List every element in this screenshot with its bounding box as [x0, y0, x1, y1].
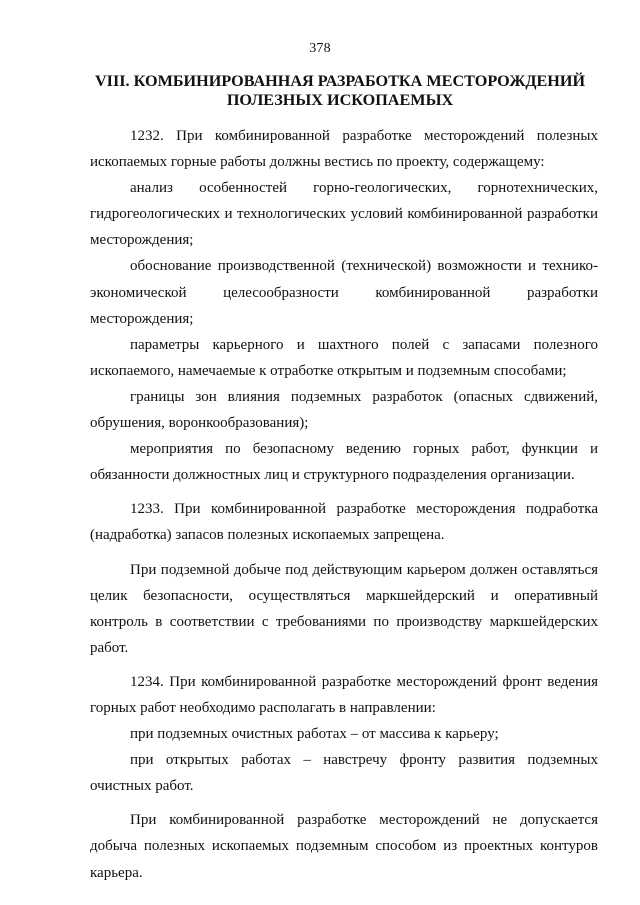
section-heading-line-1: VIII. КОМБИНИРОВАННАЯ РАЗРАБОТКА МЕСТОРОЖДЕНИЙ	[94, 72, 586, 90]
page-number: 378	[309, 41, 331, 56]
paragraph-measures: мероприятия по безопасному ведению горных работ, функции и обязанности должностных лиц и структурного подразделения организации.	[90, 441, 598, 484]
section-heading	[60, 72, 620, 110]
section-heading-line-2: ПОЛЕЗНЫХ ИСКОПАЕМЫХ	[226, 91, 454, 109]
paragraph-justification: обоснование производственной (технической) возможности и технико-экономической целесообразности комбинированной разработки месторождения;	[90, 258, 598, 327]
paragraph-1233: 1233. При комбинированной разработке месторождения подработка (надработка) запасов полезных ископаемых запрещена.	[90, 501, 598, 544]
paragraph-prohibition: При комбинированной разработке месторождений не допускается добыча полезных ископаемых подземным способом из проектных контуров карьера.	[90, 812, 598, 881]
body-text	[90, 123, 598, 886]
paragraph-open-works: при открытых работах – навстречу фронту развития подземных очистных работ.	[90, 752, 598, 795]
paragraph-parameters: параметры карьерного и шахтного полей с запасами полезного ископаемого, намечаемые к отработке открытым и подземным способами;	[90, 336, 598, 379]
paragraph-underground-works: при подземных очистных работах – от массива к карьеру;	[130, 726, 499, 743]
paragraph-analysis: анализ особенностей горно-геологических, горнотехнических, гидрогеологических и технологических условий комбинированной разработки месторождения;	[90, 180, 598, 249]
paragraph-1234: 1234. При комбинированной разработке месторождений фронт ведения горных работ необходимо располагать в направлении:	[90, 673, 598, 716]
paragraph-underground-mining: При подземной добыче под действующим карьером должен оставляться целик безопасности, осуществляться маркшейдерский и оперативный контроль в соответствии с требованиями по производству маркшейдерских работ.	[90, 561, 598, 656]
paragraph-1232: 1232. При комбинированной разработке месторождений полезных ископаемых горные работы должны вестись по проекту, содержащему:	[90, 128, 598, 171]
paragraph-boundaries: границы зон влияния подземных разработок (опасных сдвижений, обрушения, воронкообразования);	[90, 388, 598, 432]
